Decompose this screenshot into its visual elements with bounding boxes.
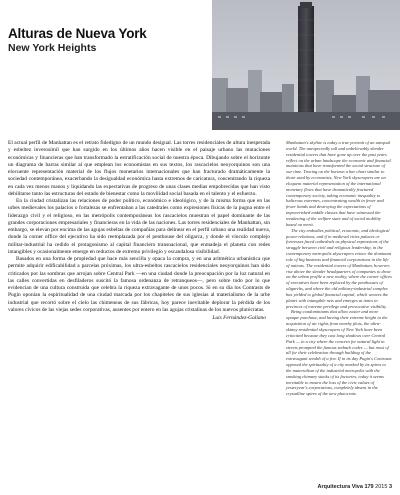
spanish-paragraph: El actual perfil de Manhattan es el retrato fidedigno de un mundo desigual. Las torres residenciales de altura inesperada y esbeltez inverosímil que han surgido en los últimos años hacen visible en el paisaje urbano las mutaciones económicas y financieras que han transformado la estratificación social de nuestra época. Dibujando sobre el horizonte un diagrama de barras similar al que emplean los economistas en sus textos, los rascacielos neoyorquinos son una elocuente representación material de los flujos monetarios internacionales que han fracturado dramáticamente la sociedad contemporánea, exacerbando la desigualdad económica hasta extremos de caricatura, concentrando la riqueza en cada vez menos manos y liquidando las expectativas de progreso de unas clases medias empobrecidas que han visto debilitarse tanto las estructuras del estado de bienestar como la movilidad social basada en el talento y el esfuerzo.: [8, 140, 270, 197]
english-paragraph: The city embodies political, economic, and ideological power relations, and if in medieval cities palaces or fortresses faced cathedrals as physical expressions of the struggle between civil and religious leadership, in the contemporary metropolis skyscrapers evince the dominant role of big business and financial corporations in the life of nations. The residential towers of Manhattan, however, rise above the slender headquarters of companies to draw on the urban profile a new reality, where the corner offices of executives have been replaced by the penthouses of oligarchs, and where the old military-industrial complex has yielded to global financial capital, which weaves the planet with intangible nets and emerges at times in precincts of extreme privilege and provocative visibility.: [286, 227, 392, 309]
english-paragraph: Being condominiums that allow easier and more opaque purchase, and having their extreme height in the acquisition of air rights from nearby plots, the ultra-skinny residential skyscrapers of New York have been criticized because they cast long shadows over Central Park — in a city where the concern for natural light in streets prompted the famous setback codes — but most of all for their celebration through building of the extravagant wealth of a few. If in its day Pugin's Contrasts opposed the spirituality of a city marked by its spires to the materialism of the industrial metropolis with the smoking chimney stacks of its factories, today it seems inevitable to mourn the loss of the civic values of yesteryear's corporations, completely absent in the crystalline spires of the new plutocrats.: [286, 309, 392, 397]
article-header: [8, 27, 208, 54]
journal-name: Arquitectura Viva 179: [317, 484, 374, 490]
article-title-spanish: Alturas de Nueva York: [8, 26, 147, 41]
skyline-photo: [212, 0, 400, 130]
spanish-paragraph: En la ciudad cristalizan las relaciones de poder político, económico e ideológico, y de la misma forma que en las urbes medievales los palacios o fortalezas se enfrentaban a las catedrales como expresiones físicas de la pugna entre el liderazgo civil y el religioso, en las metrópolis contemporáneas los rascacielos muestran el papel dominante de las grandes corporaciones empresariales y financieras en la vida de las naciones. Las torres residenciales de Manhattan, sin embargo, se elevan por encima de las agujas esbeltas de compañías para delinear en el perfil urbano una realidad nueva, donde la corner office del ejecutivo ha sido reemplazada por el penthouse del oligarca, y donde el vínculo complejo militar-industrial ha cedido el protagonismo al capital financiero transnacional, que enmadeja el planeta con redes intangibles y ocasionalmente emerge en reductos de extremo privilegio y escandalosa visibilidad.: [8, 198, 270, 255]
english-paragraph: Manhattan's skyline is today a true portrait of an unequal world. The unexpectedly tall and unbelievably slender residential towers that have gone up over the past years reflect on the urban landscape the economic and financial mutations that have transformed the social structure of our time. Tracing on the horizon a bar chart similar to those used by economists, New York skyscrapers are an eloquent material representation of the international monetary flows that have dramatically fractured contemporary society, taking economic inequality to ludicrous extremes, concentrating wealth in fewer and fewer hands and destroying the expectations of impoverished middle classes that have witnessed the weakening of the welfare state and of social mobility based on merit.: [286, 140, 391, 227]
skyline-photo-illustration: [212, 0, 400, 130]
issue-year: 2015: [375, 484, 388, 490]
spanish-paragraph: Basados en una forma de propiedad que hace más sencilla y opaca la compra, y en una aritmética urbanística que permite adquirir edificabilidad a parcelas próximas, los ultra-esbeltos rascacielos residenciales neoyorquinos han sido criticados por las sombras que arrojan sobre Central Park —en una ciudad donde la preocupación por la luz natural en las calles convertidas en desfiladeros suscitó la famosa ordenanza de retranqueos—, pero sobre todo por lo que evidencian de una cultura construida que celebra la riqueza extravagante de unos pocos. Si en su día los Contrasts de Pugin oponían la espiritualidad de una ciudad marcada por los chapiteles de sus iglesias al materialismo de la urbe industrial que recortó sobre el cielo las chimeneas de sus fábricas, hoy parece inevitable deplorar la pérdida de los valores cívicos de las viejas sedes corporativas, ausentes por entero en las agujas cristalinas de los nuevos plutócratas.: [8, 256, 270, 313]
page-footer: [317, 484, 392, 490]
spanish-article-body: [8, 140, 270, 322]
page-number: 3: [388, 484, 392, 490]
english-translation-column: [286, 140, 392, 397]
author-signature: Luis Fernández-Galiano: [212, 315, 266, 321]
article-title-english: New York Heights: [8, 42, 97, 54]
